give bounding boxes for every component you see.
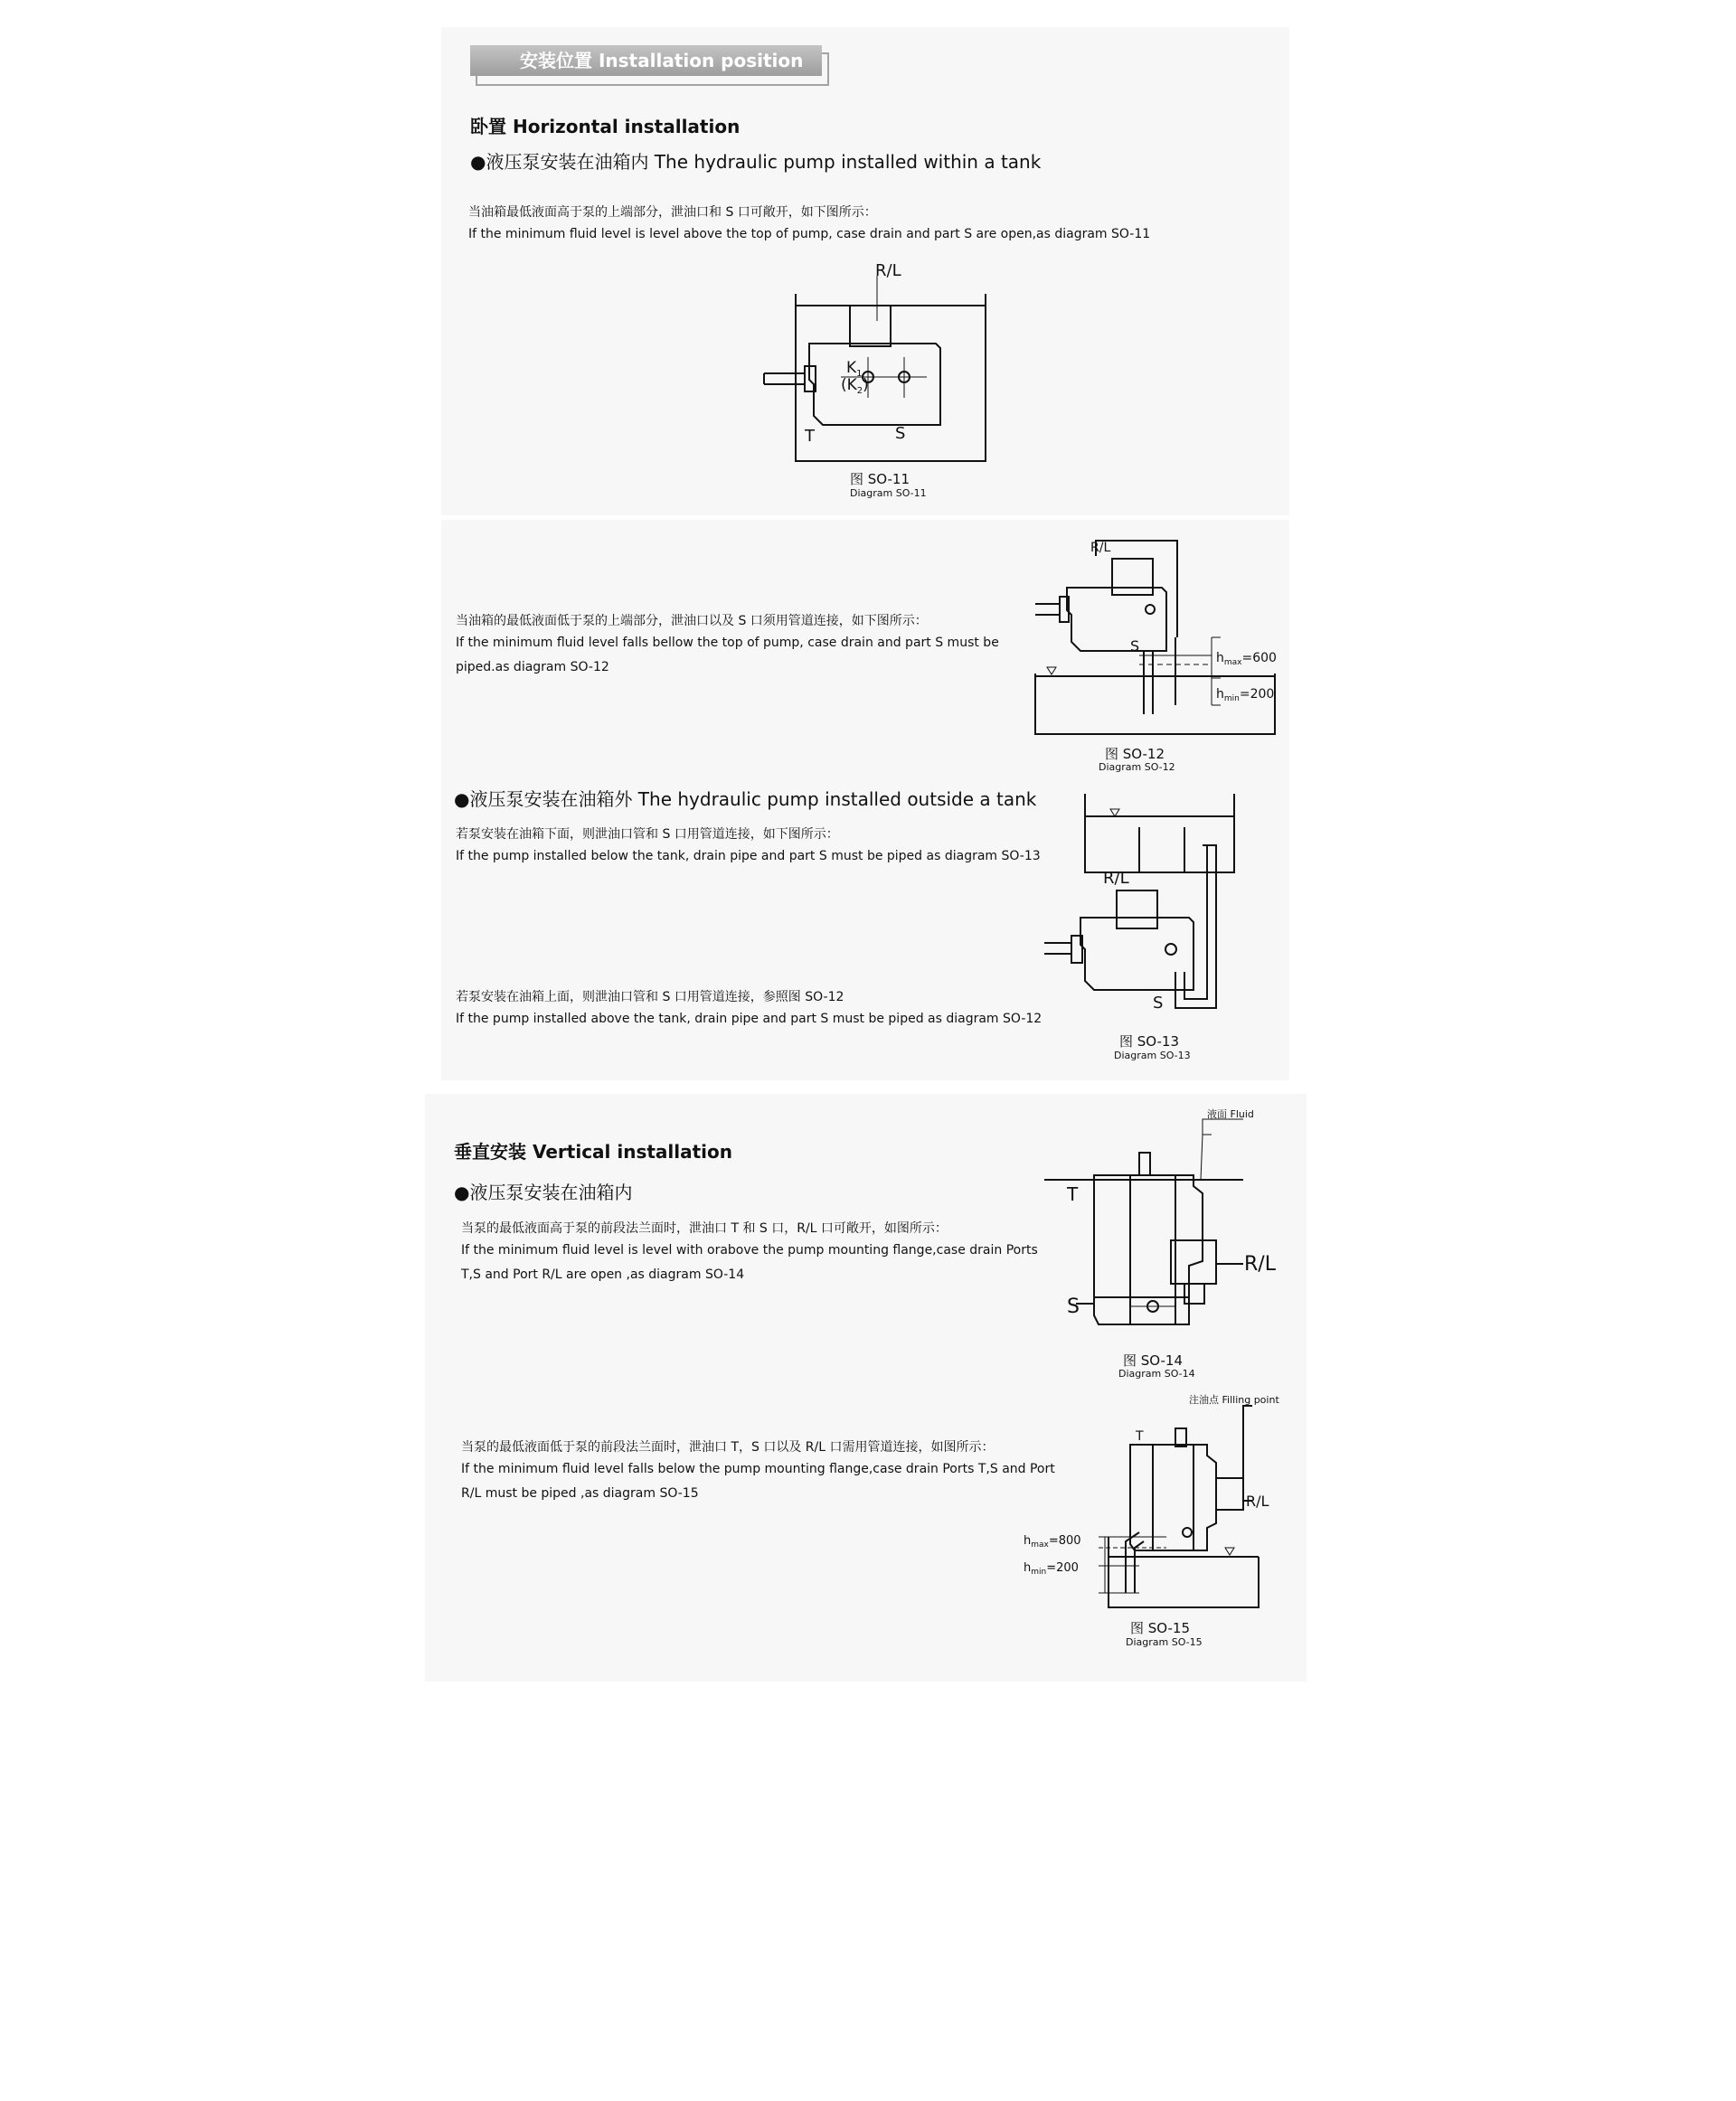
so15-rl-label: R/L [1246, 1493, 1269, 1510]
so13-caption-zh: 图 SO-13 [1119, 1033, 1180, 1050]
so12-text-en-1: If the minimum fluid level falls bellow the top of pump, case drain and part S must be [456, 636, 999, 650]
diagram-so11 [760, 258, 995, 502]
so15-text-en-2: R/L must be piped ,as diagram SO-15 [461, 1486, 699, 1501]
section-header: 安装位置 Installation position [470, 45, 822, 76]
so11-s-label: S [895, 424, 906, 443]
within-tank-bullet: ●液压泵安装在油箱内 The hydraulic pump installed within a tank [470, 151, 1042, 173]
so15-caption-zh: 图 SO-15 [1130, 1620, 1191, 1636]
outside-tank-bullet: ●液压泵安装在油箱外 The hydraulic pump installed outside a tank [454, 788, 1037, 810]
diagram-so15 [1022, 1392, 1293, 1618]
so12-hmax-label: $h_{max}=600$ [1216, 651, 1277, 667]
so14-caption-en: Diagram SO-14 [1118, 1368, 1195, 1380]
so14-text-en-2: T,S and Port R/L are open ,as diagram SO-14 [461, 1267, 745, 1282]
so15-hmax-label: $h_{max}=800$ [1024, 1534, 1081, 1550]
so11-caption-en: Diagram SO-11 [850, 487, 927, 499]
so12-caption-zh: 图 SO-12 [1105, 746, 1165, 762]
so15-text-zh: 当泵的最低液面低于泵的前段法兰面时，泄油口 T，S 口以及 R/L 口需用管道连接，如图所示： [461, 1440, 995, 1455]
vertical-bullet: ●液压泵安装在油箱内 [454, 1182, 633, 1203]
so12-text-en-2: piped.as diagram SO-12 [456, 660, 609, 674]
so15-t-label: T [1136, 1429, 1144, 1444]
so14-text-zh: 当泵的最低液面高于泵的前段法兰面时，泄油口 T 和 S 口，R/L 口可敞开，如图所示： [461, 1221, 948, 1236]
so15-hmin-label: $h_{min}=200$ [1024, 1561, 1079, 1577]
so14-t-label: T [1067, 1183, 1079, 1205]
so15-filling-label: 注油点 Filling point [1189, 1394, 1279, 1406]
diagram-so14 [1040, 1108, 1293, 1347]
horizontal-heading: 卧置 Horizontal installation [470, 116, 741, 137]
so13-below-zh: 若泵安装在油箱下面，则泄油口管和 S 口用管道连接，如下图所示： [456, 827, 839, 842]
so14-s-label: S [1067, 1295, 1080, 1318]
so13-above-zh: 若泵安装在油箱上面，则泄油口管和 S 口用管道连接，参照图 SO-12 [456, 990, 844, 1004]
so12-caption-en: Diagram SO-12 [1099, 761, 1175, 773]
so13-caption-en: Diagram SO-13 [1114, 1050, 1191, 1061]
so14-text-en-1: If the minimum fluid level is level with orabove the pump mounting flange,case drain Ports [461, 1243, 1038, 1258]
so15-caption-en: Diagram SO-15 [1126, 1636, 1203, 1648]
so13-rl-label: R/L [1103, 869, 1129, 888]
so15-text-en-1: If the minimum fluid level falls below the pump mounting flange,case drain Ports T,S and Port [461, 1462, 1055, 1476]
so12-hmin-label: $h_{min}=200$ [1216, 687, 1275, 703]
so14-caption-zh: 图 SO-14 [1123, 1352, 1184, 1369]
so14-rl-label: R/L [1244, 1253, 1276, 1276]
so11-k2-label: $(K_2)$ [841, 376, 869, 396]
so13-s-label: S [1153, 994, 1164, 1013]
so13-above-en: If the pump installed above the tank, drain pipe and part S must be piped as diagram SO-12 [456, 1012, 1043, 1026]
so11-text-zh: 当油箱最低液面高于泵的上端部分，泄油口和 S 口可敞开，如下图所示： [468, 205, 877, 220]
so11-text-en: If the minimum fluid level is level above the top of pump, case drain and part S are open,as diagram SO-11 [468, 227, 1151, 241]
so11-caption-zh: 图 SO-11 [850, 471, 910, 487]
so11-k1-label: $K_1$ [846, 359, 863, 379]
vertical-heading: 垂直安装 Vertical installation [454, 1141, 733, 1163]
diagram-so12 [1031, 533, 1284, 741]
so12-rl-label: R/L [1090, 541, 1111, 555]
so13-below-en: If the pump installed below the tank, drain pipe and part S must be piped as diagram SO-13 [456, 849, 1041, 863]
so11-rl-label: R/L [875, 261, 901, 280]
diagram-so13 [1040, 791, 1248, 1026]
so12-text-zh: 当油箱的最低液面低于泵的上端部分，泄油口以及 S 口须用管道连接，如下图所示： [456, 614, 928, 628]
so11-t-label: T [805, 427, 815, 446]
so14-fluid-label: 液面 Fluid [1207, 1108, 1254, 1120]
so12-s-label: S [1130, 637, 1140, 655]
